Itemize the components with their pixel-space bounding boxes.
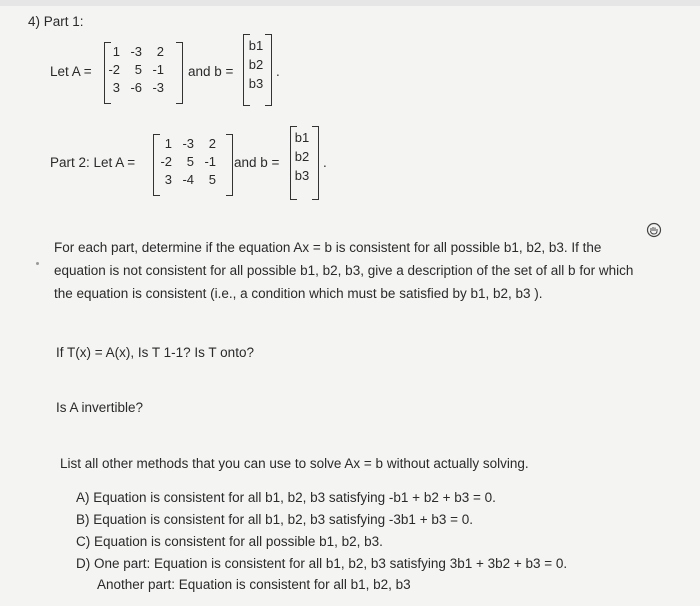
cell: -3 [152,80,164,95]
part1-and-b: and b = [188,64,234,79]
question-invertible: Is A invertible? [56,400,144,415]
cell: -1 [152,62,164,77]
cell: -4 [182,172,194,187]
cell: -2 [108,62,120,77]
part2-and-b: and b = [234,155,280,170]
option-c[interactable]: C) Equation is consistent for all possible b1, b2, b3. [76,534,383,549]
cell: b1 [248,38,264,53]
question-methods: List all other methods that you can use to solve Ax = b without actually solving. [60,456,529,471]
cell: 1 [164,136,172,151]
cell: -3 [130,44,142,59]
cell: 5 [186,154,194,169]
instructions-line1: For each part, determine if the equation Ax = b is consistent for all possible b1, b2, b3. If the [54,240,602,255]
part1-let-a: Let A = [50,64,92,79]
cell: -3 [182,136,194,151]
part2-period: . [323,155,327,170]
top-edge [0,0,700,6]
cell: -2 [160,154,172,169]
cell: b3 [248,76,264,91]
bullet-dot [36,262,39,265]
cell: 1 [112,44,120,59]
cell: 3 [112,80,120,95]
question-onto: If T(x) = A(x), Is T 1-1? Is T onto? [56,345,254,360]
cell: b3 [294,168,310,183]
cell: b2 [248,57,264,72]
part1-period: . [276,64,280,79]
cell: -6 [130,80,142,95]
cell: 2 [156,44,164,59]
option-d[interactable]: D) One part: Equation is consistent for all b1, b2, b3 satisfying 3b1 + 3b2 + b3 = 0. [76,556,568,571]
option-a[interactable]: A) Equation is consistent for all b1, b2, b3 satisfying -b1 + b2 + b3 = 0. [76,490,496,505]
hand-cursor-icon [646,222,662,243]
cell: 5 [208,172,216,187]
part1-heading: 4) Part 1: [28,14,84,29]
cell: 2 [208,136,216,151]
cell: b1 [294,130,310,145]
cell: 3 [164,172,172,187]
cell: b2 [294,149,310,164]
option-b[interactable]: B) Equation is consistent for all b1, b2, b3 satisfying -3b1 + b3 = 0. [76,512,473,527]
instructions-line2: equation is not consistent for all possible b1, b2, b3, give a description of the set of all b for which [54,263,634,278]
instructions-line3: the equation is consistent (i.e., a condition which must be satisfied by b1, b2, b3 ). [54,286,543,301]
part2-let-a: Part 2: Let A = [50,155,136,170]
option-d-continued: Another part: Equation is consistent for all b1, b2, b3 [97,577,411,592]
cell: 5 [134,62,142,77]
cell: -1 [204,154,216,169]
